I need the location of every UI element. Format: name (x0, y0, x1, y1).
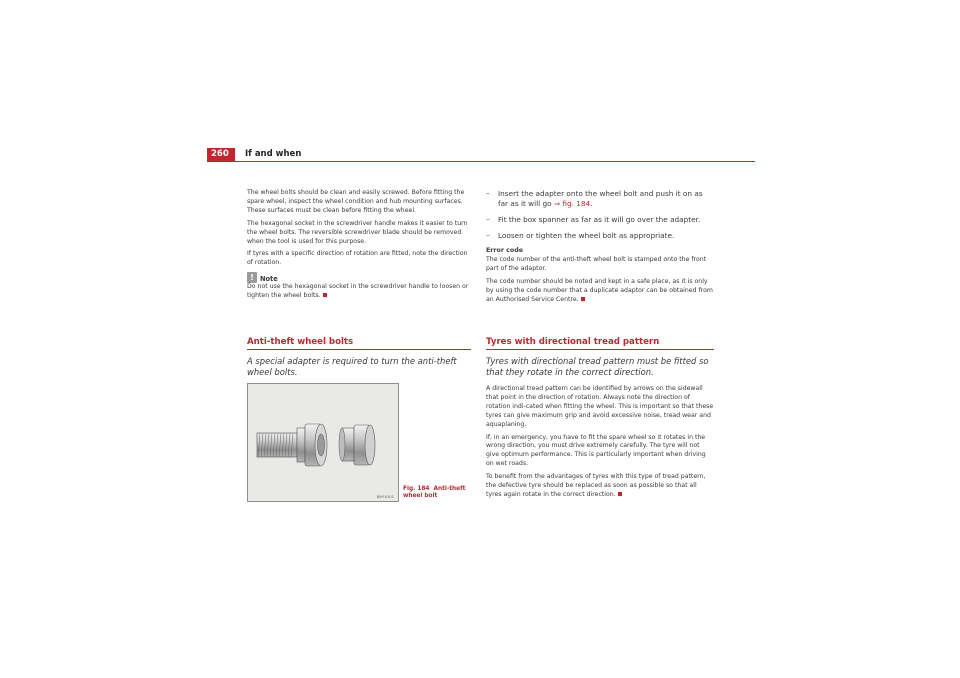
section-rule (486, 349, 714, 350)
step-text: Loosen or tighten the wheel bolt as appropriate. (498, 231, 675, 240)
section-lead: A special adapter is required to turn the anti-theft wheel bolts. (247, 356, 457, 377)
step-text-end: . (590, 199, 593, 208)
step-text: Fit the box spanner as far as it will go over the adapter. (498, 215, 701, 224)
paragraph: The hexagonal socket in the screwdriver handle makes it easier to turn the wheel bolts. The reversible screwdriver blade should be removed when the tool is used for this purpose. (247, 219, 468, 245)
note-icon (247, 272, 257, 283)
note-text (247, 283, 471, 301)
figure-caption-label: Fig. 184 (403, 486, 430, 492)
paragraph-text: The code number should be noted and kept in a safe place, as it is only by using the code number that a duplicate adaptor can be obtained from an Authorised Service Centre. (486, 277, 713, 303)
page-number: 260 (207, 148, 235, 161)
step-item (486, 189, 714, 209)
tyres-body (486, 385, 714, 500)
section-rule (247, 349, 471, 350)
right-column (486, 189, 714, 308)
paragraph: A directional tread pattern can be identified by arrows on the sidewall that point in the direction of rotation. Always note the direction of rotation indi-cated when fitting the wheel. This is important so that these tyres can give maximum grip and avoid excessive noise, tread wear and aquaplaning. (486, 385, 714, 428)
section-tyres (486, 337, 714, 504)
figure-reference-link[interactable]: ⇒ fig. 184 (553, 199, 591, 208)
bolt-illustration (248, 384, 398, 501)
figure-caption (403, 486, 473, 500)
step-text: Insert the adapter onto the wheel bolt and push it on as far as it will go (498, 189, 703, 208)
paragraph: The code number of the anti-theft wheel bolt is stamped onto the front part of the adaptor. (486, 255, 707, 272)
step-dash: – (486, 215, 490, 224)
section-heading: Tyres with directional tread pattern (486, 337, 660, 347)
figure-code: B5P-0101 (376, 495, 394, 499)
figure-caption-text: Anti-theft wheel bolt (403, 486, 466, 499)
figure-antitheft-bolt (247, 383, 399, 502)
section-end-marker (618, 492, 622, 496)
section-antitheft (247, 337, 471, 378)
paragraph-text: To benefit from the advantages of tyres with this type of tread pattern, the defective tyre should be replaced as soon as possible so that all tyres again rotate in the correct direction. (486, 473, 706, 498)
section-heading: Anti-theft wheel bolts (247, 337, 354, 347)
note-header (247, 272, 471, 283)
header-rule (207, 161, 755, 162)
note-text-body: Do not use the hexagonal socket in the screwdriver handle to loosen or tighten the wheel bolts. (247, 283, 469, 300)
step-dash: – (486, 231, 490, 240)
paragraph (486, 473, 714, 500)
paragraph: If, in an emergency, you have to fit the spare wheel so it rotates in the wrong direction, you must drive extremely carefully. The tyre will not give optimum performance. This is particularly important when driving on wet roads. (486, 433, 706, 468)
section-end-marker (581, 297, 585, 301)
step-item (486, 215, 714, 225)
section-end-marker (323, 293, 327, 297)
step-dash: – (486, 189, 490, 198)
left-column (247, 189, 471, 305)
paragraph (486, 278, 714, 305)
step-item (486, 231, 714, 241)
section-lead: Tyres with directional tread pattern must be fitted so that they rotate in the correct direction. (486, 356, 709, 377)
note-label: Note (260, 275, 278, 284)
error-code-heading: Error code (486, 247, 523, 254)
paragraph: The wheel bolts should be clean and easily screwed. Before fitting the spare wheel, inspect the wheel condition and hub mounting surfaces. These surfaces must be clean before fitting the wheel. (247, 189, 465, 214)
paragraph: If tyres with a specific direction of rotation are fitted, note the direction of rotation. (247, 250, 468, 267)
chapter-title: If and when (245, 149, 302, 159)
